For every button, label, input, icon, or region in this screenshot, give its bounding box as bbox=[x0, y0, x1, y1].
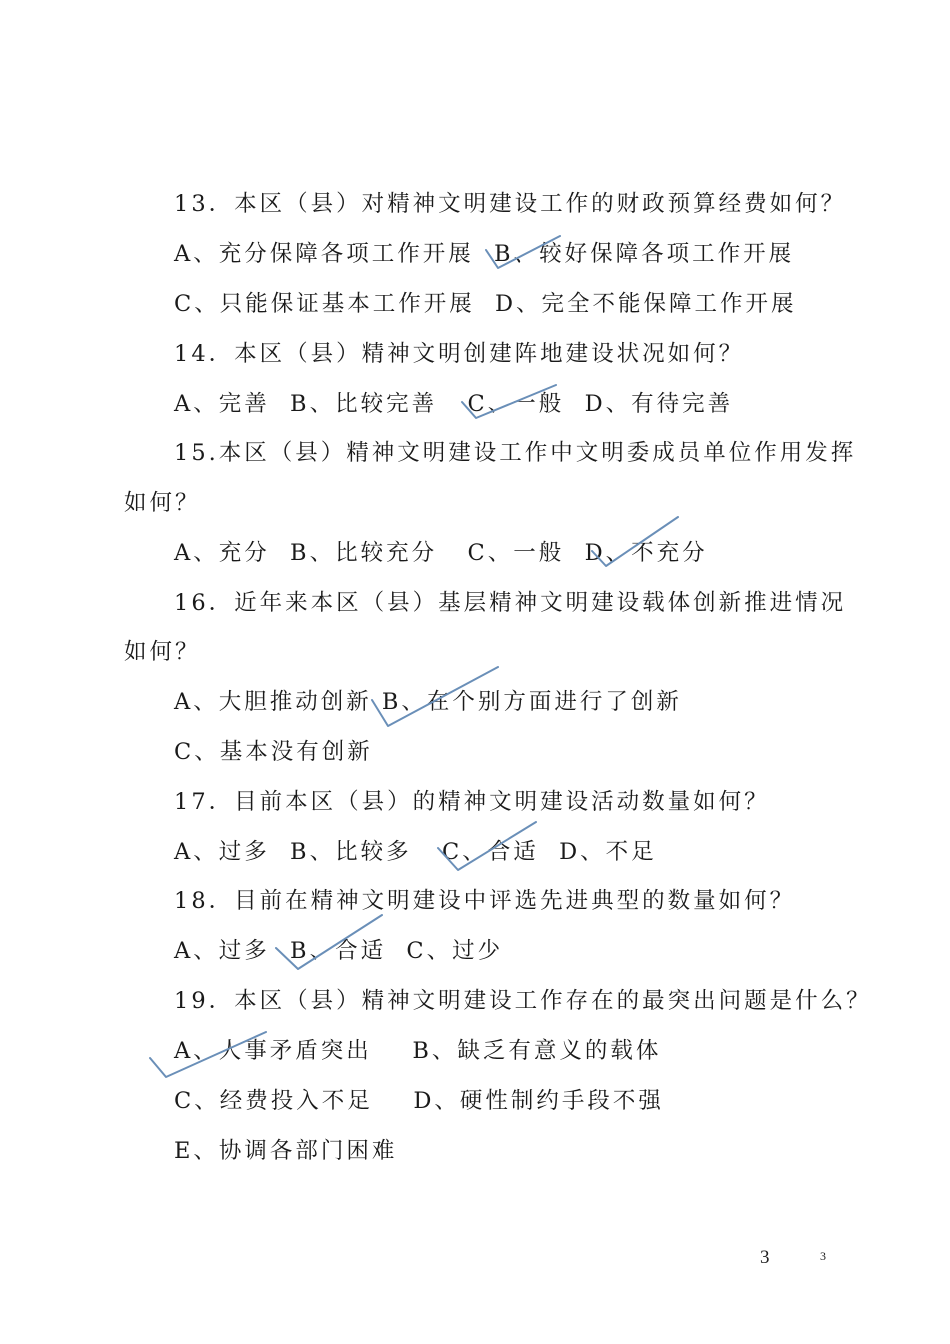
question-19-options-cd: C、经费投入不足 D、硬性制约手段不强 bbox=[174, 1088, 664, 1114]
page-number-small: 3 bbox=[820, 1249, 826, 1263]
question-17-stem: 17．目前本区（县）的精神文明建设活动数量如何？ bbox=[174, 789, 770, 815]
question-13-options-ab: A、充分保障各项工作开展 B、较好保障各项工作开展 bbox=[174, 241, 795, 267]
question-15-stem-continued: 如何？ bbox=[124, 490, 201, 516]
question-18-options: A、过多 B、合适 C、过少 bbox=[174, 938, 504, 964]
question-13-stem: 13．本区（县）对精神文明建设工作的财政预算经费如何？ bbox=[174, 191, 847, 217]
question-14-options: A、完善 B、比较完善 C、一般 D、有待完善 bbox=[174, 391, 734, 417]
question-19-stem: 19．本区（县）精神文明建设工作存在的最突出问题是什么？ bbox=[174, 988, 872, 1014]
question-19-options-ab: A、人事矛盾突出 B、缺乏有意义的载体 bbox=[174, 1038, 662, 1064]
question-16-stem: 16．近年来本区（县）基层精神文明建设载体创新推进情况 bbox=[174, 590, 847, 616]
question-16-options-c: C、基本没有创新 bbox=[174, 739, 373, 765]
page-number: 3 bbox=[760, 1247, 770, 1268]
question-15-options: A、充分 B、比较充分 C、一般 D、不充分 bbox=[174, 540, 708, 566]
question-14-stem: 14．本区（县）精神文明创建阵地建设状况如何？ bbox=[174, 341, 745, 367]
question-15-stem: 15.本区（县）精神文明建设工作中文明委成员单位作用发挥 bbox=[174, 440, 857, 466]
question-16-stem-continued: 如何？ bbox=[124, 639, 201, 665]
question-16-options-ab: A、大胆推动创新 B、在个别方面进行了创新 bbox=[174, 689, 682, 715]
question-13-options-cd: C、只能保证基本工作开展 D、完全不能保障工作开展 bbox=[174, 291, 797, 317]
question-19-options-e: E、协调各部门困难 bbox=[174, 1138, 398, 1164]
question-17-options: A、过多 B、比较多 C、合适 D、不足 bbox=[174, 839, 657, 865]
question-18-stem: 18．目前在精神文明建设中评选先进典型的数量如何？ bbox=[174, 888, 796, 914]
